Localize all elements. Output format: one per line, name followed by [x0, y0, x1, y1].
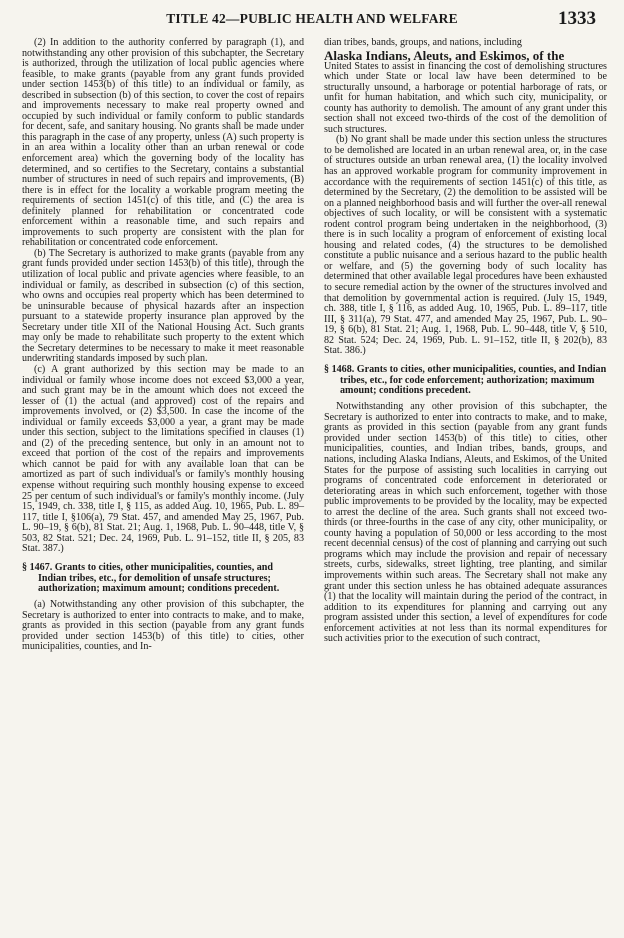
- section-1467-paragraph-b: (b) No grant shall be made under this section unless the structures to be demolished are located in an urban renewal area, or, in the case of structures outside an urban renewal area, (1) the locality involved has an approved workable program for community improvement in accordance with the requirements of section 1451(c) of this title, as determined by the Secretary, (2) the demolition to be assisted will be on a planned neighborhood basis and will further the over-all renewal objectives of such locality, or will be consistent with a systematic rodent control program being undertaken in the neighborhood, (3) there is in such locality a program of enforcement of existing local housing and related codes, (4) the structures to be demolished constitute a public nuisance and a serious hazard to the public health or welfare, and (5) the governing body of such locality has determined that other available legal procedures have been exhausted to secure remedial action by the owner of the structures involved and that demolition by governmental action is required. (July 15, 1949, ch. 388, title I, § 116, as added Aug. 10, 1965, Pub. L. 89–117, title III, § 311(a), 79 Stat. 477, and amended May 25, 1967, Pub. L. 90–19, § 6(b), 81 Stat. 21; Aug. 1, 1968, Pub. L. 90–448, title V, § 510, 82 Stat. 524; Dec. 24, 1969, Pub. L. 91–152, title II, § 202(b), 83 Stat. 386.): [324, 134, 607, 357]
- section-1467-paragraph-a: (a) Notwithstanding any other provision of this subchapter, the Secretary is authorized to enter into contracts to make, and to make, grants as provided in this section (payable from any grant funds provided under section 1453(b) of this title) to cities, other municipalities, counties, and In-: [22, 599, 304, 653]
- left-column: [22, 38, 304, 653]
- paragraph-a2: (2) In addition to the authority conferred by paragraph (1), and notwithstanding any other provision of this subchapter, the Secretary is authorized, through the utilization of local public agencies where feasible, to make grants (payable from any grant funds provided under section 1453(b) of this title) to an individual or family, as described in subsection (b) of this section, to cover the cost of repairs and improvements necessary to make real property owned and occupied by such individual or family conform to public standards for decent, safe, and sanitary housing. No grants shall be made under this paragraph in the case of any property, unless (A) such property is in an area within a locality other than an urban renewal or code enforcement area) which the governing body of the locality has determined, and so certifies to the Secretary, contains a substantial number of structures in need of such repairs and improvements, (B) there is in effect for the locality a workable program meeting the requirements of section 1451(c) of this title, and (C) the area is definitely planned for rehabilitation or concentrated code enforcement within a reasonable time, and such repairs and improvements to such property are consistent with the plan for rehabilitation or concentrated code enforcement.: [22, 37, 304, 249]
- continued-text-2: United States to assist in financing the cost of demolishing structures which under State or local law have been determined to be structurally unsound, a harborage or potential harborage of rats, or unfit for human habitation, and which such city, municipality, or county has authority to demolish. The amount of any grant under this section shall not exceed two-thirds of the cost of the demolition of such structures.: [324, 60, 607, 135]
- running-title: TITLE 42—PUBLIC HEALTH AND WELFARE: [166, 11, 458, 26]
- continued-text-large: Alaska Indians, Aleuts, and Eskimos, of the: [324, 47, 565, 63]
- page-number: 1333: [558, 8, 596, 29]
- continued-text-1: dian tribes, bands, groups, and nations, including: [324, 37, 522, 48]
- section-1468-paragraph: Notwithstanding any other provision of this subchapter, the Secretary is authorized to enter into contracts to make, and to make, grants as provided in this section (payable from any grant funds provided under section 1453(b) of this title) to cities, other municipalities, counties, and Indian tribes, bands, groups, and nations, including Alaska Indians, Aleuts, and Eskimos, of the United States for the purpose of assisting such localities in carrying out programs of concentrated code enforcement in deteriorated or deteriorating areas in which such enforcement, together with those public improvements to be provided by the locality, may be expected to arrest the decline of the area. Such grants shall not exceed two-thirds (or three-fourths in the case of any city, other municipality, or county having a population of 50,000 or less according to the most recent decennial census) of the cost of planning and carrying out such programs which may include the provision and repair of necessary streets, curbs, sidewalks, street lighting, tree planting, and similar improvements within such areas. The Secretary shall not make any grant under this section unless he has obtained adequate assurances (1) that the locality will maintain during the period of the contract, in addition to its expenditures for planning and carrying out any program assisted under this section, a level of expenditures for code enforcement activities at not less than its normal expenditures for such activities prior to the execution of such contract,: [324, 401, 607, 645]
- section-1467-heading: § 1467. Grants to cities, other municipalities, counties, and Indian tribes, etc., for demolition of unsafe structures; authorization; maximum amount; conditions precedent.: [22, 561, 280, 595]
- page-header: [0, 8, 624, 30]
- paragraph-c: (c) A grant authorized by this section may be made to an individual or family whose income does not exceed $3,000 a year, and such grant may be in the amount which does not exceed the lesser of (1) the actual (and approved) cost of the repairs and improvements involved, or (2) $3,500. In case the income of the individual or family exceeds $3,000 a year, a grant may be made under this section, subject to the limitations specified in clauses (1) and (2) of the preceding sentence, but only in an amount not to exceed that portion of the cost of the repairs and improvements which cannot be paid for with any available loan that can be amortized as part of such individual's or family's monthly housing expense without requiring such monthly housing expense to exceed 25 per centum of such individual's or family's monthly income. (July 15, 1949, ch. 338, title I, § 115, as added Aug. 10, 1965, Pub. L. 89–117, title I, §106(a), 79 Stat. 457, and amended May 25, 1967, Pub. L. 90–19, § 6(b), 81 Stat. 21; Aug. 1, 1968, Pub. L. 90–448, title V, § 503, 82 Stat. 521; Dec. 24, 1969, Pub. L. 91–152, title II, § 205, 83 Stat. 387.): [22, 363, 304, 555]
- section-1468-heading: § 1468. Grants to cities, other municipalities, counties, and Indian tribes, etc., for code enforcement; authorization; maximum amount; conditions precedent.: [324, 363, 607, 397]
- right-column: [324, 38, 607, 645]
- paragraph-b: (b) The Secretary is authorized to make grants (payable from any grant funds provided under section 1453(b) of this title), through the utilization of local public and private agencies where feasible, to an individual or family, as described in subsection (c) of this section, who owns and occupies real property which has been determined to be uninsurable because of physical hazards after an inspection pursuant to a statewide property insurance plan approved by the Secretary under title XII of the National Housing Act. Such grants may only be made to rehabilitate such property to the extent which the Secretary determines to be necessary to make it meet reasonable underwriting standards imposed by such plan.: [22, 247, 304, 365]
